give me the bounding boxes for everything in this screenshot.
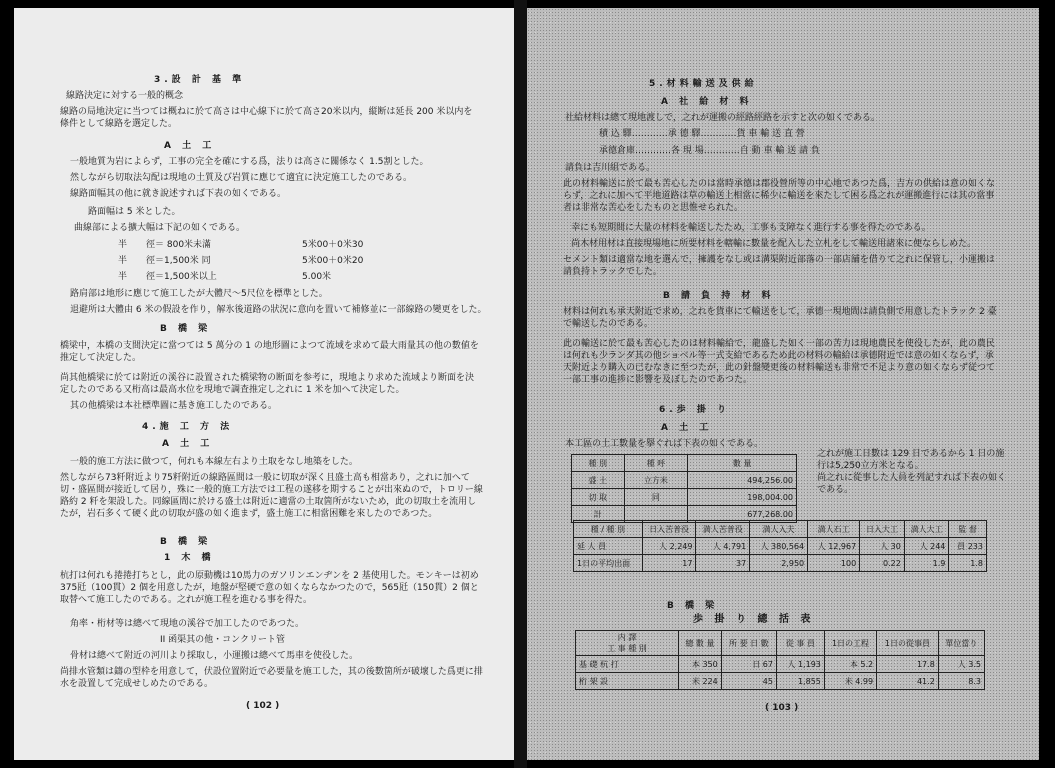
table-cell: 盛 土 bbox=[572, 472, 625, 489]
curve-widen: 5米00＋0米30 bbox=[302, 240, 364, 250]
table-cell bbox=[750, 538, 808, 555]
curve-widen: 5米00＋0米20 bbox=[302, 256, 364, 266]
summary-table-title: 歩 掛 り 總 括 表 bbox=[693, 614, 815, 625]
table-corner: 種 / 種 別 bbox=[574, 521, 643, 538]
paragraph: 杭打は何れも捲捲打ちとし，此の原動機は10馬力のガソリンエンヂンを 2 基使用した。モンキーは初め 375瓩（100貫）2 個を用意したが，地盤が堅硬で意の如くならなかつたので，565瓩（150貫）2 個と取替へて施工したのである。之れが施工程を進むる事を得た。 bbox=[60, 571, 479, 605]
unit-label: 本 bbox=[849, 659, 858, 669]
curve-radius: 徑＝1,500米以上 bbox=[146, 272, 217, 282]
paragraph: 線路の局地決定に当つては概ねに於て高さは中心線下に於て高さ20米以内，縦断は延長 200 米以内を條件として線路を選定した。 bbox=[60, 107, 473, 129]
paragraph: 一般地質为岩によらず，工事の完全を確にする爲，法りは高さに關係なく 1.5割とした。 bbox=[70, 157, 429, 167]
cell-value: 2,249 bbox=[669, 541, 693, 551]
subsection-title: A 土 工 bbox=[164, 141, 216, 151]
row-label: 基 礎 杭 打 bbox=[576, 656, 679, 673]
left-page bbox=[14, 8, 514, 760]
table-header: 1日の工程 bbox=[824, 631, 876, 656]
side-paragraph: 之れが施工日數は 129 日であるから 1 日の施行は5,250立方米となる。 尚之れに從事した人員を列記すれば下表の如くである。 bbox=[817, 449, 1007, 495]
curve-radius: 徑＝1,500米 同 bbox=[146, 256, 211, 266]
unit-label: 人 bbox=[957, 659, 966, 669]
subsection-title: 1 木 橋 bbox=[164, 553, 215, 563]
table-cell: 37 bbox=[696, 555, 750, 572]
book-gutter bbox=[514, 0, 527, 768]
curve-widen: 5.00米 bbox=[302, 272, 332, 282]
section-6-title: 6.歩 掛 り bbox=[659, 405, 730, 415]
paragraph: 社給材料は總て現地渡しで，之れが運搬の經路經路を示すと次の如くである。 bbox=[565, 113, 880, 123]
corner-right: 譯 bbox=[628, 633, 637, 642]
unit-label: 人 bbox=[712, 541, 721, 551]
paragraph: 然しながら切取法勾配は現地の土質及び岩質に應じて適宜に決定施工したのである。 bbox=[70, 173, 413, 183]
curve-radius: 徑＝ 800米未滿 bbox=[146, 240, 212, 250]
section-3-subtitle: 線路決定に対する一般的概念 bbox=[66, 91, 184, 101]
table-row bbox=[572, 489, 797, 506]
paragraph: 此の材料輸送に於て最も苦心したのは當時承德は郡役營所等の中心地であつた爲，吉方の供給は意の如くならず，之れに加へて平地道路は草の輸送上相當に稀少に輸送を來たして困る爲之れが運搬進行には其の當事者は非常な苦心をしたものと思惟せられた。 bbox=[563, 179, 996, 213]
section-4-title: 4.施 工 方 法 bbox=[142, 422, 234, 432]
paragraph: 尚排水管類は鑄の型枠を用意して，伏設位置附近で必要量を施工した，其の後數箇所が破壞した爲更に排水を設置して完成せしめたのである。 bbox=[60, 667, 483, 689]
table-cell: 1.9 bbox=[904, 555, 949, 572]
table-cell: 立方米 bbox=[624, 472, 688, 489]
table-cell: 41.2 bbox=[877, 673, 939, 690]
table-header: 所 要 日 數 bbox=[721, 631, 776, 656]
table-cell: 0.22 bbox=[860, 555, 905, 572]
table-cell bbox=[860, 538, 905, 555]
unit-label: 人 bbox=[787, 659, 796, 669]
paragraph: 本工區の土工數量を擧ぐれば下表の如くである。 bbox=[565, 439, 764, 449]
table-cell bbox=[679, 656, 722, 673]
table-header: 満人石工 bbox=[808, 521, 860, 538]
paragraph: 尚其他橋梁に於ては附近の溪谷に設置された橋梁物の断面を参考に，現地より求めた流域より断面を決定したのである又桁高は最高水位を現地で調査推定し之れに 1 米を加へて決定した。 bbox=[60, 373, 475, 395]
cell-value: 12,967 bbox=[828, 541, 857, 551]
table-cell bbox=[679, 673, 722, 690]
table-header: 1日の從事員 bbox=[877, 631, 939, 656]
paragraph: 路肩部は地形に應じて施工したが大體尺〜5尺位を標準とした。 bbox=[70, 289, 328, 299]
paragraph: 骨材は總べて附近の河川より採取し，小運搬は總べて馬車を使役した。 bbox=[70, 651, 359, 661]
table-header: 満人苦普役 bbox=[696, 521, 750, 538]
table-cell: 100 bbox=[808, 555, 860, 572]
paragraph: 線路面幅其の他に就き說述すれば下表の如くである。 bbox=[70, 189, 287, 199]
subsection-title: II 函渠其の他・コンクリート管 bbox=[160, 635, 285, 645]
table-row bbox=[576, 673, 985, 690]
paragraph: 橋梁中，本橋の支間決定に當つては 5 萬分の 1 の地形圖によつて流域を求めて最大雨量其の他の數値を推定して決定した。 bbox=[60, 341, 479, 363]
table-header: 監 督 bbox=[949, 521, 987, 538]
subsection-title: A 土 工 bbox=[162, 439, 214, 449]
section-5-title: 5.材料輸送及供給 bbox=[649, 79, 758, 89]
table-cell: 2,950 bbox=[750, 555, 808, 572]
page-number: ( 102 ) bbox=[246, 701, 280, 711]
table-header: 總 數 量 bbox=[679, 631, 722, 656]
table-header: 單位當り bbox=[938, 631, 984, 656]
section-3-title: 3.設 計 基 準 bbox=[154, 75, 246, 85]
cell-value: 350 bbox=[702, 659, 718, 669]
unit-label: 員 bbox=[957, 541, 966, 551]
row-label: 延 人 員 bbox=[574, 538, 643, 555]
unit-label: 本 bbox=[691, 659, 700, 669]
curve-label: 半 bbox=[118, 272, 128, 282]
table-cell bbox=[824, 673, 876, 690]
unit-label: 人 bbox=[659, 541, 668, 551]
cell-value: 5.2 bbox=[860, 659, 874, 669]
table-row bbox=[576, 656, 985, 673]
table-header: 日入苦普役 bbox=[642, 521, 696, 538]
cell-value: 4,791 bbox=[723, 541, 747, 551]
table-cell: 同 bbox=[624, 489, 688, 506]
paragraph: 請負は吉川組である。 bbox=[565, 163, 656, 173]
right-page bbox=[527, 8, 1039, 760]
unit-label: 人 bbox=[817, 541, 826, 551]
table-row bbox=[574, 555, 987, 572]
page-number: ( 103 ) bbox=[765, 703, 799, 713]
table-header: 從 事 員 bbox=[776, 631, 824, 656]
corner-top: 内 bbox=[617, 633, 626, 642]
paragraph: 角率・桁材等は總べて現地の溪谷で加工したのであつた。 bbox=[70, 619, 305, 629]
table-header: 種 別 bbox=[572, 455, 625, 472]
subsection-title: A 社 給 材 料 bbox=[661, 97, 753, 107]
paragraph: 然しながら73粁附近より75粁附近の線路區間は一般に切取が深く且盛土高も相當あり，之れに加へて切・盛區間が接近して居り，殊に一般的施工方法では工程の遂移を期することが出來ぬので，トロリー線路約 2 粁を架設した。同線區間に於ける盛土は附近に適當の土取箇所がないため，此の切取土を流用したが，岩石多くて硬く此の切取が盛の如く進まず，盛土施工に相當困難を來したのであつた。 bbox=[60, 473, 483, 519]
subsection-title: B 橋 梁 bbox=[160, 324, 212, 334]
table-header: 種 呼 bbox=[624, 455, 688, 472]
table-cell bbox=[696, 538, 750, 555]
table-cell: 切 取 bbox=[572, 489, 625, 506]
table-cell: 677,268.00 bbox=[688, 506, 797, 523]
cell-value: 3.5 bbox=[968, 659, 981, 669]
table-cell: 17.8 bbox=[877, 656, 939, 673]
table-cell: 8.3 bbox=[938, 673, 984, 690]
cell-value: 224 bbox=[702, 676, 718, 686]
table-cell bbox=[949, 538, 987, 555]
paragraph: セメント類は適當な地を選んで，擁護をなし或は溝渠附近部落の一部店舗を借りて之れに保管し，小運搬は請負持トラックでした。 bbox=[563, 255, 995, 277]
table-cell: 45 bbox=[721, 673, 776, 690]
table-cell bbox=[904, 538, 949, 555]
table-cell bbox=[824, 656, 876, 673]
table-header: 數 量 bbox=[688, 455, 797, 472]
table-header: 満人入夫 bbox=[750, 521, 808, 538]
table-cell: 計 bbox=[572, 506, 625, 523]
table-cell: 198,004.00 bbox=[688, 489, 797, 506]
paragraph: 退避所は大體由 6 米の假設を作り，解氷後道路の狀況に意向を置いて補修並に一部線路の變更をした。 bbox=[70, 305, 487, 315]
earthwork-table bbox=[571, 454, 797, 523]
table-cell: 494,256.00 bbox=[688, 472, 797, 489]
labor-table bbox=[573, 520, 987, 572]
unit-label: 人 bbox=[919, 541, 928, 551]
paragraph: 此の輸送に於て最も苦心したのは材料輸給で，龍盛した如く一部の苦力は現地農民を使役したが，此の農民は何れも少ランダ其の他ショベル等一式支給であるため此の材料の輸給は承德附近では意の如くならず，承天附近より購入の已むなきに至つたが，此の針盤變更後の材料輸送も非常で不足より意の如くならず従つて一部工事の進捗に影響を及ぼしたのであつた。 bbox=[563, 339, 996, 385]
table-cell bbox=[721, 656, 776, 673]
table-cell: 17 bbox=[642, 555, 696, 572]
paragraph: 一般的施工方法に做つて，何れも本線左右より土取をなし地築をした。 bbox=[70, 457, 358, 467]
table-cell: 1.8 bbox=[949, 555, 987, 572]
route-line: 積 込 驛…………承 德 驛…………貨 車 輸 送 直 營 bbox=[599, 129, 805, 139]
paragraph: 尚木材用材は直接現場地に所要材料を轄輸に數量を配入した立札をして輸送用諸來に便ならしめた。 bbox=[571, 239, 977, 249]
paragraph: 曲線部による擴大幅は下記の如くである。 bbox=[74, 223, 246, 233]
route-line: 承德倉庫…………各 現 場…………自 動 車 輸 送 請 負 bbox=[599, 146, 820, 156]
table-cell: 1,855 bbox=[776, 673, 824, 690]
paragraph: 材料は何れも承天附近で求め，之れを貨車にて輸送をして，承德一現地間は請負側で用意したトラック 2 臺で輸送したのである。 bbox=[563, 307, 997, 329]
cell-value: 1,193 bbox=[797, 659, 821, 669]
unit-label: 米 bbox=[844, 676, 853, 686]
row-label: 1日の平均出面 bbox=[574, 555, 643, 572]
unit-label: 米 bbox=[691, 676, 700, 686]
table-cell bbox=[938, 656, 984, 673]
paragraph: 其の他橋梁は本社標準圖に基き施工したのである。 bbox=[70, 401, 278, 411]
paragraph: 路面幅は 5 米とした。 bbox=[88, 207, 181, 217]
table-cell bbox=[776, 656, 824, 673]
cell-value: 244 bbox=[930, 541, 946, 551]
cell-value: 380,564 bbox=[771, 541, 805, 551]
cell-value: 67 bbox=[762, 659, 773, 669]
unit-label: 人 bbox=[760, 541, 769, 551]
table-row bbox=[572, 472, 797, 489]
summary-table bbox=[575, 630, 985, 690]
table-cell bbox=[642, 538, 696, 555]
corner-bottom: 工 事 種 別 bbox=[607, 644, 647, 653]
subsection-title: B 橋 梁 bbox=[667, 601, 719, 611]
subsection-title: A 土 工 bbox=[661, 423, 713, 433]
table-corner bbox=[576, 631, 679, 656]
subsection-title: B 請 負 持 材 料 bbox=[663, 291, 775, 301]
table-header: 満人大工 bbox=[904, 521, 949, 538]
subsection-title: B 橋 梁 bbox=[160, 537, 212, 547]
cell-value: 233 bbox=[967, 541, 983, 551]
cell-value: 30 bbox=[890, 541, 901, 551]
paragraph: 幸にも短期間に大量の材料を輸送したため，工事も支障なく進行する事を得たのである。 bbox=[571, 223, 931, 233]
row-label: 桁 架 設 bbox=[576, 673, 679, 690]
table-header: 日入大工 bbox=[860, 521, 905, 538]
cell-value: 4.99 bbox=[855, 676, 874, 686]
table-row bbox=[574, 538, 987, 555]
curve-label: 半 bbox=[118, 240, 128, 250]
unit-label: 人 bbox=[880, 541, 889, 551]
table-cell bbox=[808, 538, 860, 555]
unit-label: 日 bbox=[752, 659, 761, 669]
curve-label: 半 bbox=[118, 256, 128, 266]
